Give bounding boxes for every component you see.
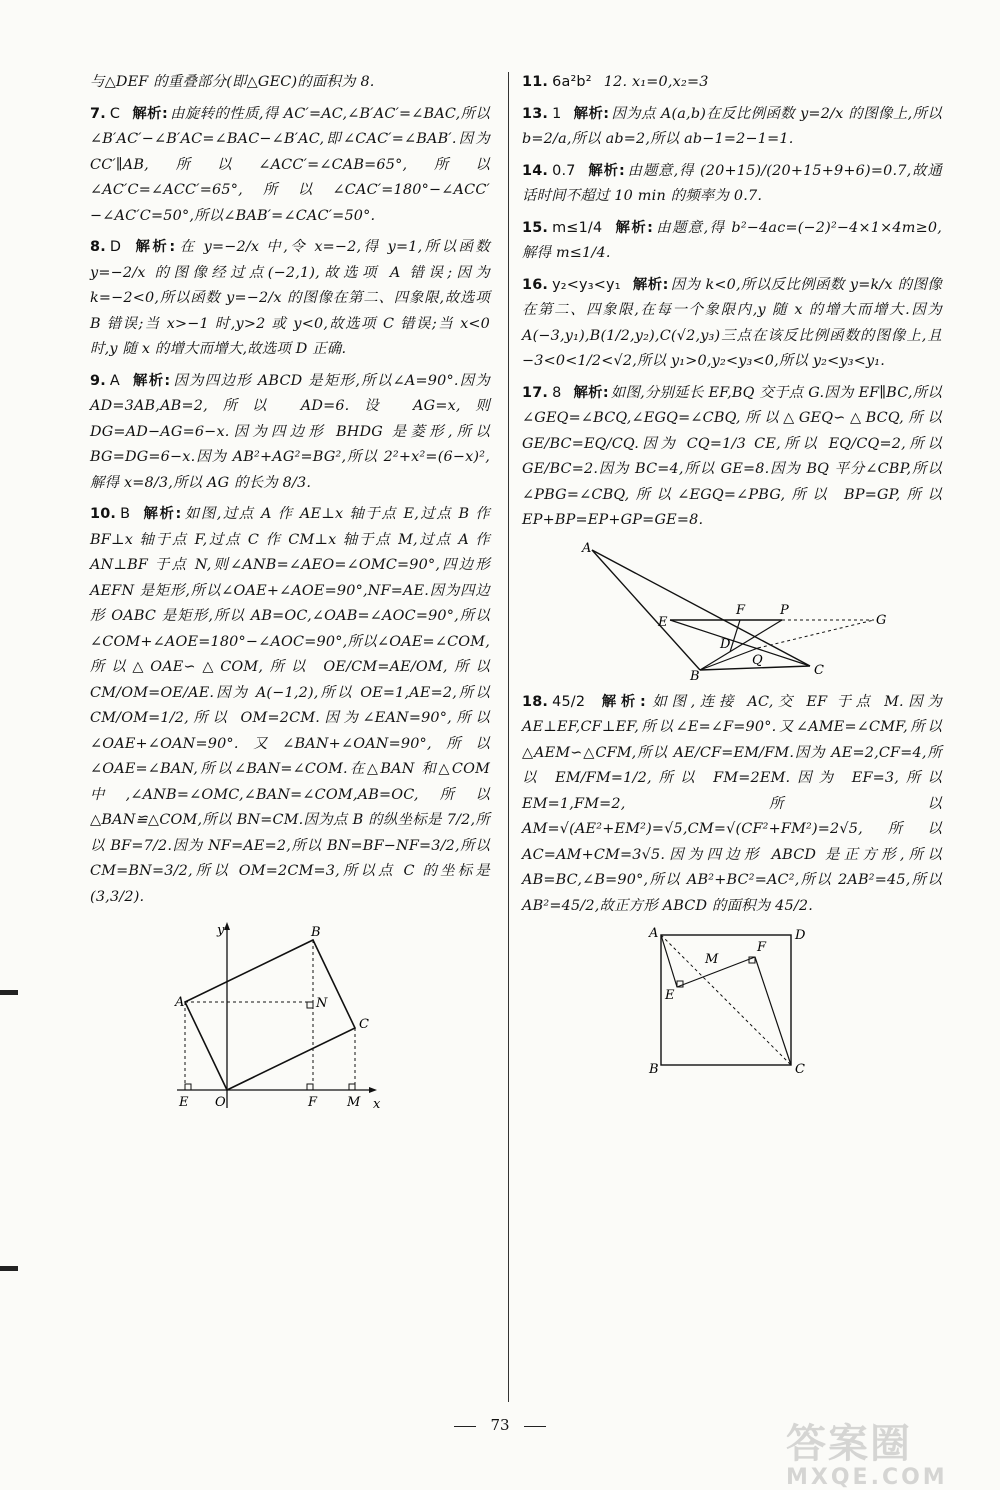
question-number: 15. [522, 219, 549, 236]
answer-choice: A [109, 372, 120, 389]
label-B: B [690, 668, 700, 684]
answer-item [90, 70, 490, 96]
answer-text: 由题意,得 (20+15)/(20+15+9+6)=0.7,故通话时间不超过 10 min 的频率为 0.7. [522, 162, 942, 204]
analysis-tag: 解析: [132, 105, 168, 122]
figure-q10-coordinate-rectangle [175, 918, 405, 1118]
answer-choice: 45/2 [552, 693, 586, 710]
footer-dash-left [454, 1426, 476, 1427]
label-M: M [347, 1095, 361, 1110]
label-N: N [316, 996, 328, 1011]
segment-FC [755, 957, 791, 1065]
label-D: D [720, 636, 731, 652]
answer-choice: 8 [552, 384, 562, 401]
answer-choice: C [109, 105, 121, 122]
answer-text: 由题意,得 b²−4ac=(−2)²−4×1×4m≥0,解得 m≤1/4. [522, 219, 942, 261]
answer-item-15 [522, 216, 942, 267]
answer-item-17 [522, 381, 942, 534]
label-P: P [780, 602, 789, 618]
label-C: C [814, 662, 824, 678]
answer-text: 如图,分别延长 EF,BQ 交于点 G.因为 EF∥BC,所以∠GEQ=∠BCQ,∠EGQ=∠CBQ,所以△GEQ∽△BCQ,所以 GE/BC=EQ/CQ.因为 CQ=1/3 CE,所以 EQ/CQ=2,所以 GE/BC=2.因为 BC=4,所以 GE=8.因为 BQ 平分∠CBP,所以∠PBG=∠CBQ,所以∠EGQ=∠PBG,所以 BP=GP,所以 EP+BP=EP+GP=GE=8. [522, 384, 942, 528]
answer-item-8 [90, 235, 490, 363]
label-E: E [658, 614, 668, 630]
right-angle-N [307, 1002, 313, 1008]
answer-text: 如图,连接 AC,交 EF 于点 M.因为 AE⊥EF,CF⊥EF,所以∠E=∠F=90°.又∠AME=∠CMF,所以△AEM∽△CFM,所以 AE/CF=EM/FM.因为 AE=2,CF=4,所以 EM/FM=1/2,所以 FM=2EM.因为 EF=3,所以 EM=1,FM=2,所以 AM=√(AE²+EM²)=√5,CM=√(CF²+FM²)=2√5,所以 AC=AM+CM=3√5.因为四边形 ABCD 是正方形,所以 AB=BC,∠B=90°,所以 AB²+BC²=AC²,所以 2AB²=45,所以 AB²=45/2,故正方形 ABCD 的面积为 45/2. [522, 693, 942, 914]
answer-text: 在 y=−2/x 中,令 x=−2,得 y=1,所以函数 y=−2/x 的图像经过点(−2,1),故选项 A 错误;因为 k=−2<0,所以函数 y=−2/x 的图像在第二、四象限,故选项 B 错误;当 x>−1 时,y>2 或 y<0,故选项 C 错误;当 x<0 时,y 随 x 的增大而增大,故选项 D 正确. [90, 239, 491, 357]
right-column [522, 70, 942, 1085]
label-A: A [175, 995, 185, 1010]
binding-mark-bottom [0, 1266, 18, 1271]
answer-item-9 [90, 369, 490, 497]
answer-text: 由旋转的性质,得 AC′=AC,∠B′AC′=∠BAC,所以∠B′AC′−∠B′AC=∠BAC−∠B′AC,即∠CAC′=∠BAB′.因为 CC′∥AB,所以∠ACC′=∠CAB=65°,所以∠AC′C=∠ACC′=65°,所以∠CAC′=180°−∠ACC′−∠AC′C=50°,所以∠BAB′=∠CAC′=50°. [90, 105, 490, 224]
left-column [90, 70, 490, 1126]
column-divider [508, 72, 509, 1402]
segment-AE [661, 935, 677, 987]
answer-text: 如图,过点 A 作 AE⊥x 轴于点 E,过点 B 作 BF⊥x 轴于点 F,过点 C 作 CM⊥x 轴于点 M,过点 A 作 AN⊥BF 于点 N,则∠ANB=∠AEO=∠OMC=90°,四边形 AEFN 是矩形,所以∠OAE+∠AOE=90°,NF=AE.因为四边形 OABC 是矩形,所以 AB=OC,∠OAB=∠AOC=90°,所以∠COM+∠AOE=180°−∠AOC=90°,所以∠OAE=∠COM,所以△OAE∽△COM,所以 OE/CM=AE/OM,所以 CM/OM=OE/AE.因为 A(−1,2),所以 OE=1,AE=2,所以 CM/OM=1/2,所以 OM=2CM.因为∠EAN=90°,所以∠OAE+∠OAN=90°.又∠BAN+∠OAN=90°,所以∠OAE=∠BAN,所以∠BAN=∠COM.在△BAN 和△COM 中,∠ANB=∠OMC,∠BAN=∠COM,AB=OC,所以△BAN≌△COM,所以 BN=CM.因为点 B 的纵坐标是 7/2,所以 BF=7/2.因为 NF=AE=2,所以 BN=BF−NF=3/2,所以 CM=BN=3/2,所以 OM=2CM=3,所以点 C 的坐标是(3,3/2). [90, 506, 491, 905]
answer-choice: 6a²b² [552, 74, 592, 90]
question-number: 9. [90, 372, 106, 389]
right-angle-E [185, 1084, 191, 1090]
rectangle-OABC [185, 940, 355, 1090]
label-C: C [795, 1062, 805, 1077]
footer-dash-right [524, 1426, 546, 1427]
question-number: 14. [522, 162, 549, 179]
answer-item-18 [522, 690, 942, 920]
question-number: 10. [90, 506, 117, 522]
page-number: 73 [490, 1416, 510, 1434]
answer-choice: m≤1/4 [552, 219, 603, 236]
label-M: M [705, 952, 719, 967]
label-A: A [582, 540, 592, 556]
label-B: B [311, 925, 321, 940]
analysis-tag: 解析: [573, 105, 610, 122]
label-G: G [876, 612, 887, 628]
analysis-tag: 解析: [614, 219, 654, 236]
analysis-tag: 解析: [131, 372, 171, 389]
question-number: 8. [90, 239, 106, 255]
analysis-tag: 解析: [632, 276, 669, 293]
label-E: E [665, 988, 675, 1003]
question-number: 13. [522, 105, 549, 122]
answer-text: 因为点 A(a,b)在反比例函数 y=2/x 的图像上,所以 b=2/a,所以 ab=2,所以 ab−1=2−1=1. [522, 105, 943, 147]
answer-choice: B [120, 506, 131, 522]
dashed-AC [661, 935, 791, 1065]
answer-item-16 [522, 273, 942, 375]
label-E: E [179, 1095, 189, 1110]
question-number: 11. [522, 74, 549, 90]
answer-choice: 1 [552, 105, 562, 122]
label-x: x [373, 1097, 381, 1112]
label-F: F [757, 940, 767, 955]
answer-item-10 [90, 502, 490, 910]
watermark-url: MXQE.COM [786, 1465, 948, 1490]
label-B: B [649, 1062, 659, 1077]
answer-item-14 [522, 159, 942, 210]
label-F: F [308, 1095, 318, 1110]
x-axis-arrow [369, 1087, 377, 1093]
answer-choice: D [109, 239, 122, 255]
analysis-tag: 解析: [573, 384, 609, 401]
analysis-tag: 解析: [587, 162, 625, 179]
y-axis-arrow [224, 922, 230, 930]
answer-choice: y₂<y₃<y₁ [552, 276, 621, 293]
answer-item-13 [522, 102, 942, 153]
label-D: D [795, 928, 806, 943]
answer-text: 因为四边形 ABCD 是矩形,所以∠A=90°.因为 AD=3AB,AB=2,所以 AD=6.设 AG=x,则 DG=AD−AG=6−x.因为四边形 BHDG 是菱形,所以 BG=DG=6−x.因为 AB²+AG²=BG²,所以 2²+x²=(6−x)²,解得 x=8/3,所以 AG 的长为 8/3. [90, 372, 491, 491]
question-number: 7. [90, 105, 106, 122]
figure-q18-square [647, 927, 817, 1077]
figure-q17-triangle-construction [582, 540, 887, 684]
answer-text: 12. x₁=0,x₂=3 [603, 74, 709, 90]
analysis-tag: 解析: [142, 506, 182, 522]
watermark [786, 1412, 976, 1490]
binding-mark-top [0, 990, 18, 995]
label-A: A [649, 926, 659, 941]
question-number: 16. [522, 276, 549, 293]
answer-text: 与△DEF 的重叠部分(即△GEC)的面积为 8. [90, 74, 375, 90]
label-Q: Q [752, 652, 763, 668]
right-angle-F [307, 1084, 313, 1090]
answer-item-11-12 [522, 70, 942, 96]
label-y: y [217, 923, 225, 938]
answer-choice: 0.7 [552, 162, 576, 179]
right-angle-M [349, 1084, 355, 1090]
answer-text: 因为 k<0,所以反比例函数 y=k/x 的图像在第二、四象限,在每一个象限内,y 随 x 的增大而增大.因为 A(−3,y₁),B(1/2,y₂),C(√2,y₃)三点在该反比例函数的图像上,且−3<0<1/2<√2,所以 y₁>0,y₂<y₃<0,所以 y₂<y₃<y₁. [522, 276, 943, 369]
segment-AB [592, 550, 700, 670]
label-C: C [359, 1017, 369, 1032]
analysis-tag: 解析: [133, 239, 176, 255]
question-number: 18. [522, 693, 549, 710]
watermark-logo-text: 答案圈 [786, 1421, 912, 1467]
label-F: F [736, 602, 746, 618]
analysis-tag: 解析: [597, 693, 646, 710]
answer-item-7 [90, 102, 490, 230]
question-number: 17. [522, 384, 549, 401]
segment-AC [592, 550, 810, 666]
label-O: O [215, 1095, 226, 1110]
